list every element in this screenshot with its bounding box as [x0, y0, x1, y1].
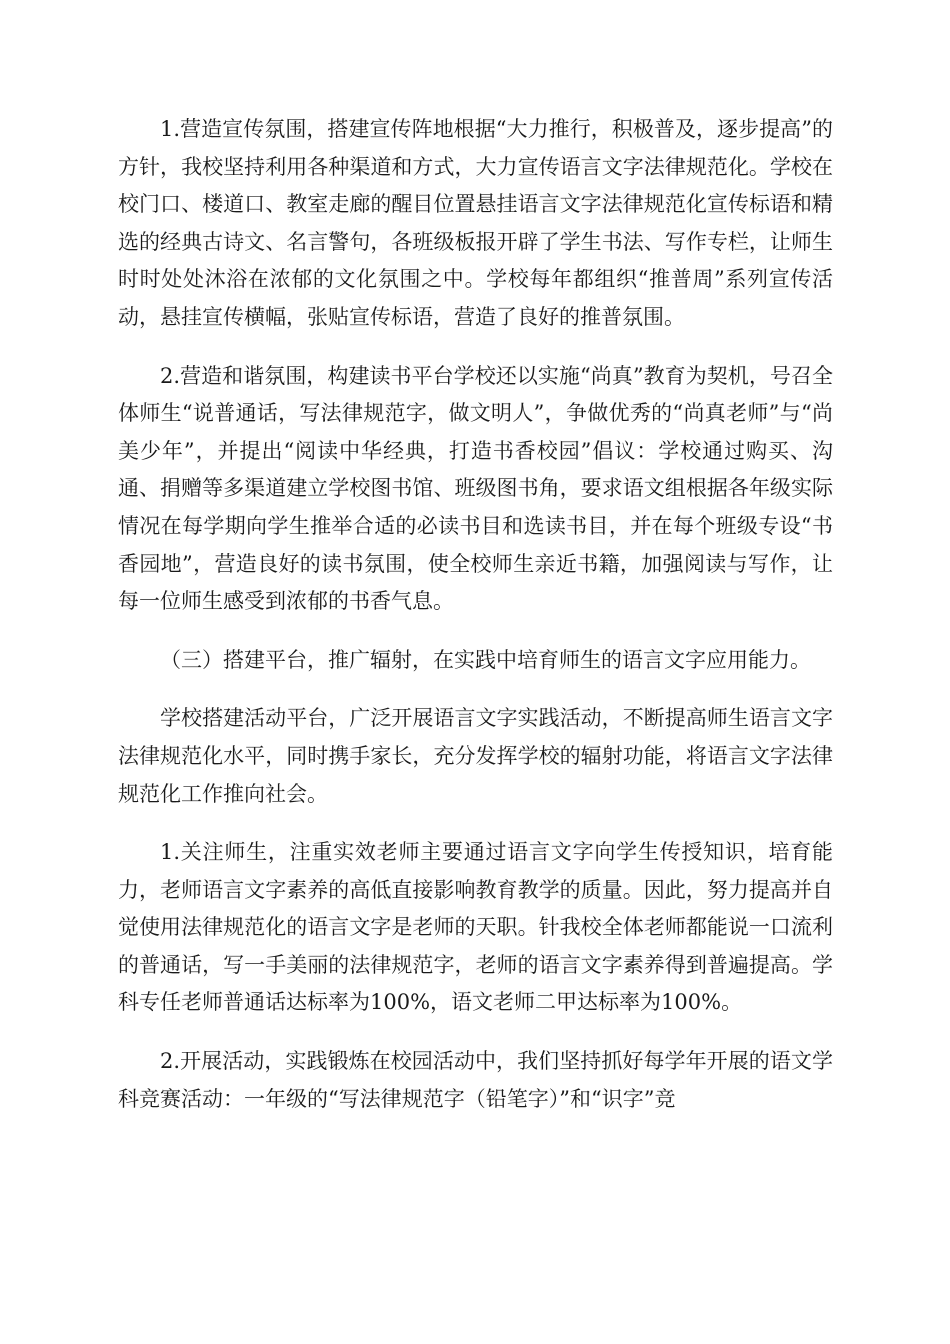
- paragraph-reading-platform: 2.营造和谐氛围，构建读书平台学校还以实施“尚真”教育为契机，号召全体师生“说普通话，写法律规范字，做文明人”，争做优秀的“尚真老师”与“尚美少年”，并提出“阅读中华经典，打造书香校园”倡议：学校通过购买、沟通、捐赠等多渠道建立学校图书馆、班级图书角，要求语文组根据各年级实际情况在每学期向学生推举合适的必读书目和选读书目，并在每个班级专设“书香园地”，营造良好的读书氛围，使全校师生亲近书籍，加强阅读与写作，让每一位师生感受到浓郁的书香气息。: [118, 363, 833, 614]
- paragraph-activity-platform: 学校搭建活动平台，广泛开展语言文字实践活动，不断提高师生语言文字法律规范化水平，同时携手家长，充分发挥学校的辐射功能，将语言文字法律规范化工作推向社会。: [118, 706, 833, 806]
- paragraph-publicity-atmosphere: 1.营造宣传氛围，搭建宣传阵地根据“大力推行，积极普及，逐步提高”的方针，我校坚持利用各种渠道和方式，大力宣传语言文字法律规范化。学校在校门口、楼道口、教室走廊的醒目位置悬挂语言文字法律规范化宣传标语和精选的经典古诗文、名言警句，各班级板报开辟了学生书法、写作专栏，让师生时时处处沐浴在浓郁的文化氛围之中。学校每年都组织“推普周”系列宣传活动，悬挂宣传横幅，张贴宣传标语，营造了良好的推普氛围。: [118, 117, 833, 329]
- paragraph-activities-practice: 2.开展活动，实践锻炼在校园活动中，我们坚持抓好每学年开展的语文学科竞赛活动：一年级的“写法律规范字（铅笔字）”和“识字”竞: [118, 1049, 833, 1111]
- section-heading-platform: （三）搭建平台，推广辐射，在实践中培育师生的语言文字应用能力。: [160, 647, 811, 672]
- paragraph-teachers-focus: 1.关注师生，注重实效老师主要通过语言文字向学生传授知识，培育能力，老师语言文字素养的高低直接影响教育教学的质量。因此，努力提高并自觉使用法律规范化的语言文字是老师的天职。针我校全体老师都能说一口流利的普通话，写一手美丽的法律规范字，老师的语言文字素养得到普遍提高。学科专任老师普通话达标率为100%，语文老师二甲达标率为100%。: [118, 840, 833, 1015]
- document-body: [118, 111, 833, 1139]
